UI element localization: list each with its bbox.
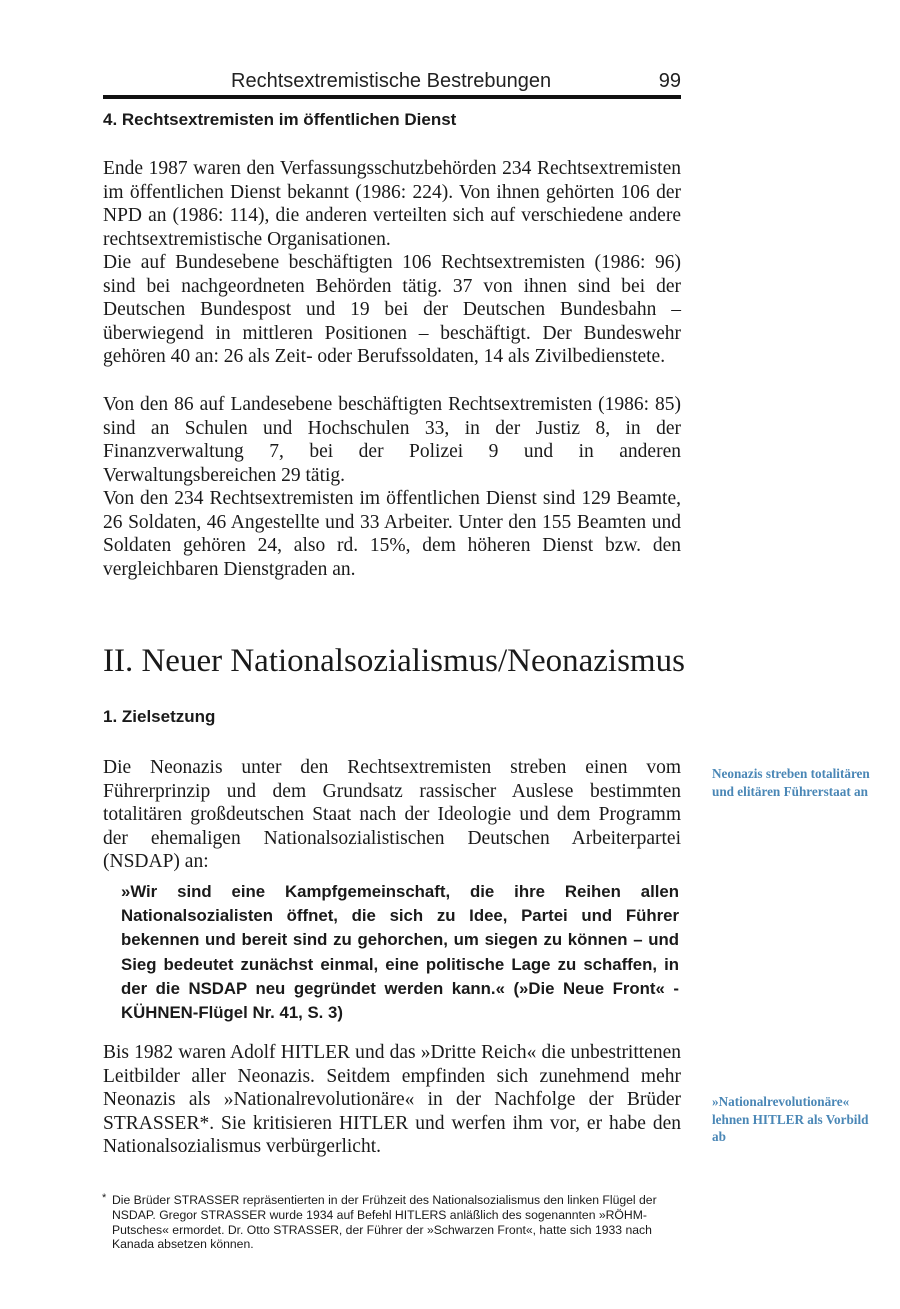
header-rule xyxy=(103,95,681,99)
footnote xyxy=(102,1192,680,1252)
footnote-marker: * xyxy=(102,1192,107,1204)
section-heading-rechtsextremisten-dienst: 4. Rechtsextremisten im öffentlichen Dienst xyxy=(103,110,457,129)
paragraph-dienst-overview: Ende 1987 waren den Verfassungsschutzbehörden 234 Rechtsextremisten im öffentlichen Dienst bekannt (1986: 224). Von ihnen gehörten 106 der NPD an (1986: 114), die anderen verteilten sich auf verschiedene andere rechtsextremistische Organisationen. xyxy=(103,158,681,250)
paragraph-bundesebene: Die auf Bundesebene beschäftigten 106 Rechtsextremisten (1986: 96) sind bei nachgeordneten Behörden tätig. 37 von ihnen sind bei der Deutschen Bundespost und 19 bei der Deutschen Bundesbahn – überwiegend in mittleren Positionen – beschäftigt. Der Bundeswehr gehören 40 an: 26 als Zeit- oder Berufssoldaten, 14 als Zivilbedienstete. xyxy=(103,252,681,368)
running-header-title: Rechtsextremistische Bestrebungen xyxy=(231,70,552,92)
margin-note-nationalrevolutionaere: »Nationalrevolutionäre« lehnen HITLER als Vorbild ab xyxy=(712,1094,869,1144)
subheading-zielsetzung: 1. Zielsetzung xyxy=(103,707,216,726)
paragraph-beamte-soldaten: Von den 234 Rechtsextremisten im öffentlichen Dienst sind 129 Beamte, 26 Soldaten, 46 Angestellte und 33 Arbeiter. Unter den 155 Beamten und Soldaten gehören 24, also rd. 15%, dem höheren Dienst bzw. den vergleichbaren Dienstgraden an. xyxy=(103,488,681,580)
part-heading-neonazismus: II. Neuer Nationalsozialismus/Neonazismus xyxy=(103,643,685,679)
margin-note-fuehrerstaat: Neonazis streben totalitären und elitären Führerstaat an xyxy=(712,766,870,799)
paragraph-leitbilder: Bis 1982 waren Adolf HITLER und das »Dritte Reich« die unbestrittenen Leitbilder aller Neonazis. Seitdem empfinden sich zunehmend mehr Neonazis als »Nationalrevolutionäre« in der Nachfolge der Brüder STRASSER*. Sie kritisieren HITLER und werfen ihm vor, er habe den Nationalsozialismus verbürgerlicht. xyxy=(103,1042,681,1158)
block-quote: »Wir sind eine Kampfgemeinschaft, die ihre Reihen allen Nationalsozialisten öffnet, die sich zu Idee, Partei und Führer bekennen und bereit sind zu gehorchen, um siegen zu können – und Sieg bedeutet zunächst einmal, eine politische Lage zu schaffen, in der die NSDAP neu gegründet werden kann.« (»Die Neue Front« - KÜHNEN-Flügel Nr. 41, S. 3) xyxy=(121,882,679,1023)
paragraph-landesebene: Von den 86 auf Landesebene beschäftigten Rechtsextremisten (1986: 85) sind an Schulen und Hochschulen 33, in der Justiz 8, in der Finanzverwaltung 7, bei der Polizei 9 und in anderen Verwaltungsbereichen 29 tätig. xyxy=(103,394,681,486)
paragraph-zielsetzung-intro: Die Neonazis unter den Rechtsextremisten streben einen vom Führerprinzip und dem Grundsatz rassischer Auslese bestimmten totalitären großdeutschen Staat nach der Ideologie und dem Programm der ehemaligen Nationalsozialistischen Deutschen Arbeiterpartei (NSDAP) an: xyxy=(103,757,681,873)
page-number: 99 xyxy=(658,70,681,92)
footnote-text: Die Brüder STRASSER repräsentierten in der Frühzeit des Nationalsozialismus den linken Flügel der NSDAP. Gregor STRASSER wurde 1934 auf Befehl HITLERS anläßlich des sogenannten »RÖHM-Putsches« ermordet. Dr. Otto STRASSER, der Führer der »Schwarzen Front«, hatte sich 1933 nach Kanada absetzen können. xyxy=(112,1193,657,1252)
